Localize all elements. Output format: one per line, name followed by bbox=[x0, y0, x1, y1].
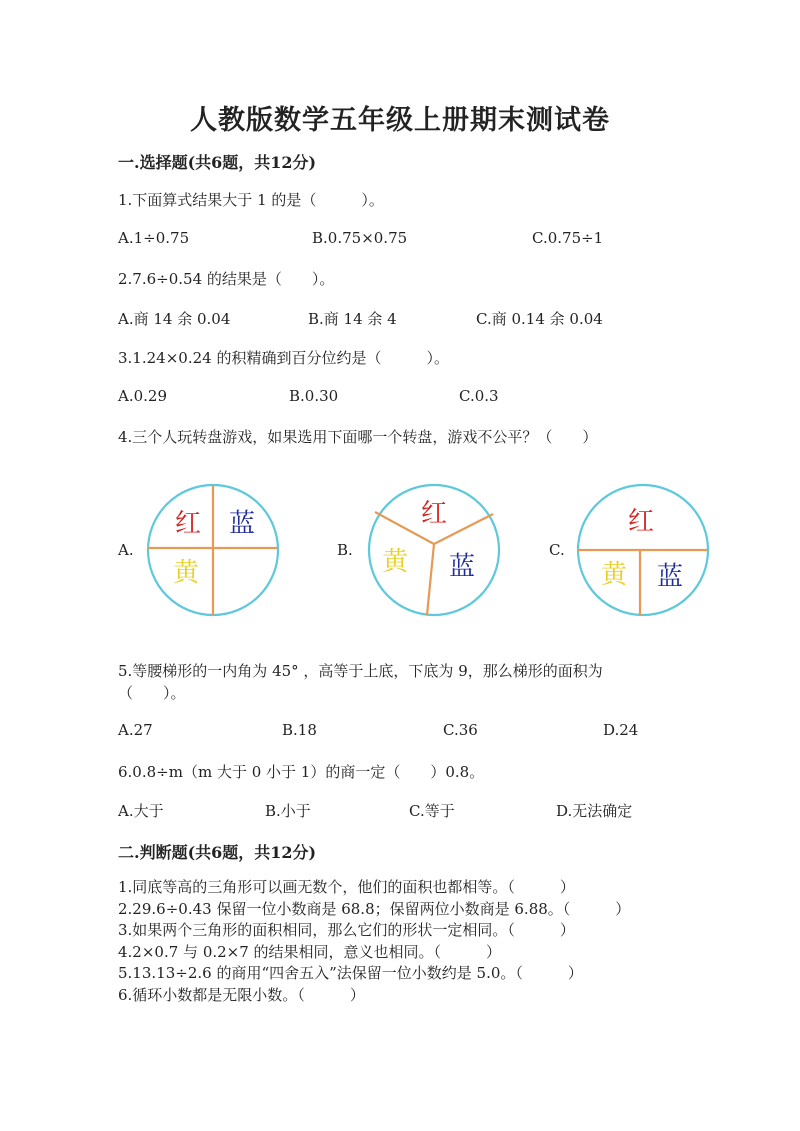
q5-option-b[interactable]: B.18 bbox=[282, 721, 317, 739]
question-4: 4.三个人玩转盘游戏，如果选用下面哪一个转盘，游戏不公平？（ ） bbox=[118, 428, 598, 446]
q1-option-c[interactable]: C.0.75÷1 bbox=[532, 229, 604, 247]
q5-option-c[interactable]: C.36 bbox=[443, 721, 478, 739]
q6-option-a[interactable]: A.大于 bbox=[118, 802, 164, 820]
spinner-b-blue: 蓝 bbox=[448, 552, 476, 582]
spinner-a[interactable] bbox=[140, 480, 290, 620]
q2-option-c[interactable]: C.商 0.14 余 0.04 bbox=[476, 310, 603, 328]
page-title: 人教版数学五年级上册期末测试卷 bbox=[190, 105, 610, 136]
question-5-line-1: 5.等腰梯形的一内角为 45° ，高等于上底，下底为 9，那么梯形的面积为 bbox=[118, 662, 603, 680]
question-2: 2.7.6÷0.54 的结果是（ ）。 bbox=[118, 270, 335, 288]
question-5-line-2: （ ）。 bbox=[118, 684, 186, 702]
spinner-c[interactable] bbox=[568, 480, 718, 620]
spinner-c-red: 红 bbox=[627, 507, 655, 537]
q3-option-c[interactable]: C.0.3 bbox=[459, 387, 499, 405]
q6-option-d[interactable]: D.无法确定 bbox=[556, 802, 633, 820]
judge-item: 4.2×0.7 与 0.2×7 的结果相同，意义也相同。（ ） bbox=[118, 942, 502, 961]
judge-list bbox=[118, 877, 630, 1006]
q5-option-a[interactable]: A.27 bbox=[118, 721, 153, 739]
q2-option-b[interactable]: B.商 14 余 4 bbox=[308, 310, 397, 328]
spinner-b-red: 红 bbox=[420, 499, 448, 529]
spinner-a-blue: 蓝 bbox=[228, 509, 256, 539]
judge-item: 2.29.6÷0.43 保留一位小数商是 68.8；保留两位小数商是 6.88。（ ） bbox=[118, 899, 631, 918]
spinner-c-yellow: 黄 bbox=[600, 560, 628, 590]
section-choice-heading: 一.选择题(共6题，共12分) bbox=[118, 153, 317, 172]
spinner-c-label[interactable]: C. bbox=[549, 541, 565, 559]
judge-item: 6.循环小数都是无限小数。（ ） bbox=[118, 985, 365, 1004]
judge-item: 3.如果两个三角形的面积相同，那么它们的形状一定相同。（ ） bbox=[118, 921, 575, 939]
q1-option-b[interactable]: B.0.75×0.75 bbox=[312, 229, 408, 247]
question-1: 1.下面算式结果大于 1 的是（ ）。 bbox=[118, 191, 384, 209]
spinner-b-divider-bottom bbox=[427, 544, 434, 615]
q6-option-b[interactable]: B.小于 bbox=[265, 802, 311, 820]
q5-option-d[interactable]: D.24 bbox=[603, 721, 639, 739]
question-6: 6.0.8÷m（m 大于 0 小于 1）的商一定（ ）0.8。 bbox=[118, 763, 485, 781]
spinner-b-label[interactable]: B. bbox=[337, 541, 353, 559]
judge-item: 1.同底等高的三角形可以画无数个，他们的面积也都相等。（ ） bbox=[118, 878, 575, 896]
q3-option-b[interactable]: B.0.30 bbox=[289, 387, 339, 405]
q6-option-c[interactable]: C.等于 bbox=[409, 802, 455, 820]
spinner-c-blue: 蓝 bbox=[656, 562, 684, 592]
q3-option-a[interactable]: A.0.29 bbox=[118, 387, 167, 405]
spinner-a-label[interactable]: A. bbox=[118, 541, 134, 559]
section-judge-heading: 二.判断题(共6题，共12分) bbox=[118, 843, 317, 862]
spinner-b[interactable] bbox=[357, 480, 507, 620]
judge-item: 5.13.13÷2.6 的商用“四舍五入”法保留一位小数约是 5.0。（ ） bbox=[118, 964, 583, 982]
spinner-a-yellow: 黄 bbox=[172, 558, 200, 588]
question-3: 3.1.24×0.24 的积精确到百分位约是（ ）。 bbox=[118, 349, 449, 367]
q2-option-a[interactable]: A.商 14 余 0.04 bbox=[118, 310, 231, 328]
spinner-b-yellow: 黄 bbox=[381, 547, 409, 577]
q1-option-a[interactable]: A.1÷0.75 bbox=[118, 229, 190, 247]
spinner-a-red: 红 bbox=[174, 509, 202, 539]
